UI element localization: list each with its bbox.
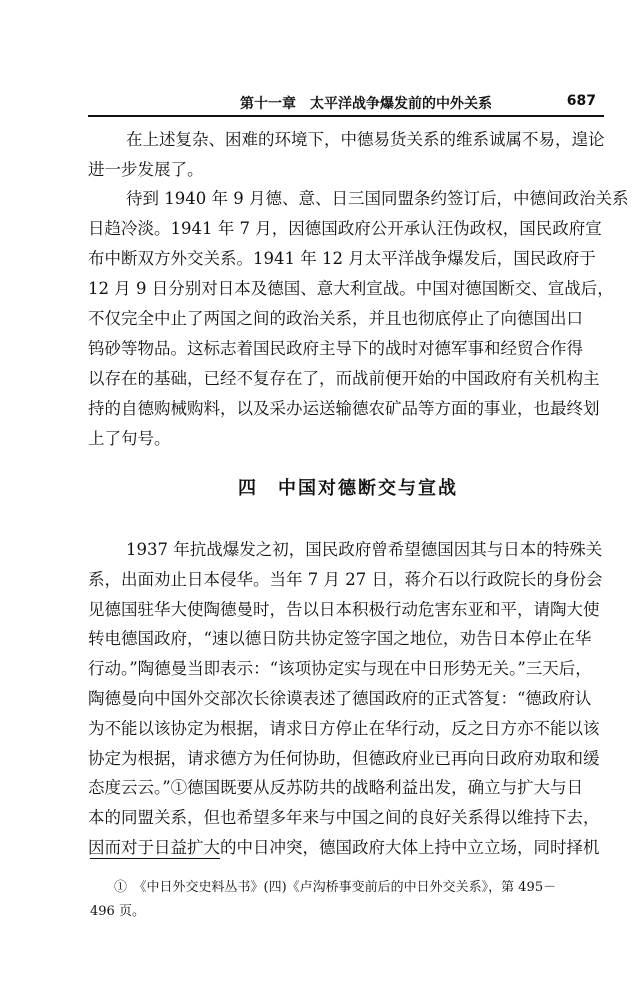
text-line: 12 月 9 日分别对日本及德国、意大利宣战。中国对德国断交、宣战后，	[88, 279, 614, 298]
text-line: 待到 1940 年 9 月德、意、日三国同盟条约签订后，中德间政治关系	[126, 189, 629, 208]
text-line: 上了句号。	[88, 429, 171, 448]
text-line: 因而对于日益扩大的中日冲突，德国政府大体上持中立立场，同时择机	[88, 837, 600, 857]
text-line: 为不能以该协定为根据，请求日方停止在华行动，反之日方亦不能以该	[88, 718, 600, 738]
paragraph-3	[88, 535, 608, 863]
footnote-line: 496 页。	[90, 904, 145, 919]
paragraph-2	[88, 184, 629, 454]
text-line: 1937 年抗战爆发之初，国民政府曾希望德国因其与日本的特殊关	[126, 540, 603, 559]
text-line: 持的自德购械购料，以及采办运送输德农矿品等方面的事业，也最终划	[88, 399, 600, 418]
text-line: 钨砂等物品。这标志着国民政府主导下的战时对德军事和经贸合作得	[88, 339, 583, 358]
text-line: 见德国驻华大使陶德曼时，告以日本积极行动危害东亚和平，请陶大使	[88, 599, 600, 619]
text-line: 以存在的基础，已经不复存在了，而战前便开始的中国政府有关机构主	[88, 369, 600, 388]
text-line: 在上述复杂、困难的环境下，中德易货关系的维系诚属不易，遑论	[126, 130, 605, 149]
running-header	[90, 93, 600, 115]
text-line: 系，出面劝止日本侵华。当年 7 月 27 日，蒋介石以行政院长的身份会	[88, 569, 603, 589]
text-line: 不仅完全中止了两国之间的政治关系，并且也彻底停止了向德国出口	[88, 309, 583, 328]
footnote-line: ① 《中日外交史料丛书》(四)《卢沟桥事变前后的中日外交关系》，第 495－	[114, 880, 557, 895]
text-line: 行动。”陶德曼当即表示：“该项协定实与现在中日形势无关。”三天后，	[88, 659, 592, 679]
footnote	[90, 876, 605, 924]
text-line: 布中断双方外交关系。1941 年 12 月太平洋战争爆发后，国民政府于	[88, 249, 596, 268]
chapter-title: 第十一章 太平洋战争爆发前的中外关系	[240, 96, 492, 112]
text-line: 日趋冷淡。1941 年 7 月，因德国政府公开承认汪伪政权，国民政府宣	[88, 219, 602, 238]
header-rule	[88, 115, 604, 117]
text-line: 进一步发展了。	[88, 160, 204, 179]
paragraph-1	[88, 125, 608, 185]
text-line: 协定为根据，请求德方为任何协助，但德政府业已再向日政府劝取和缓	[88, 748, 600, 768]
text-line: 态度云云。”①德国既要从反苏防共的战略利益出发，确立与扩大与日	[88, 778, 584, 798]
text-line: 陶德曼向中国外交部次长徐谟表述了德国政府的正式答复：“德政府认	[88, 688, 592, 708]
text-line: 本的同盟关系，但也希望多年来与中国之间的良好关系得以维持下去，	[88, 808, 600, 828]
section-heading: 四 中国对德断交与宣战	[238, 478, 458, 499]
footnote-rule	[90, 858, 220, 859]
page-number: 687	[566, 93, 596, 109]
text-line: 转电德国政府，“速以德日防共协定签字国之地位，劝告日本停止在华	[88, 629, 592, 649]
